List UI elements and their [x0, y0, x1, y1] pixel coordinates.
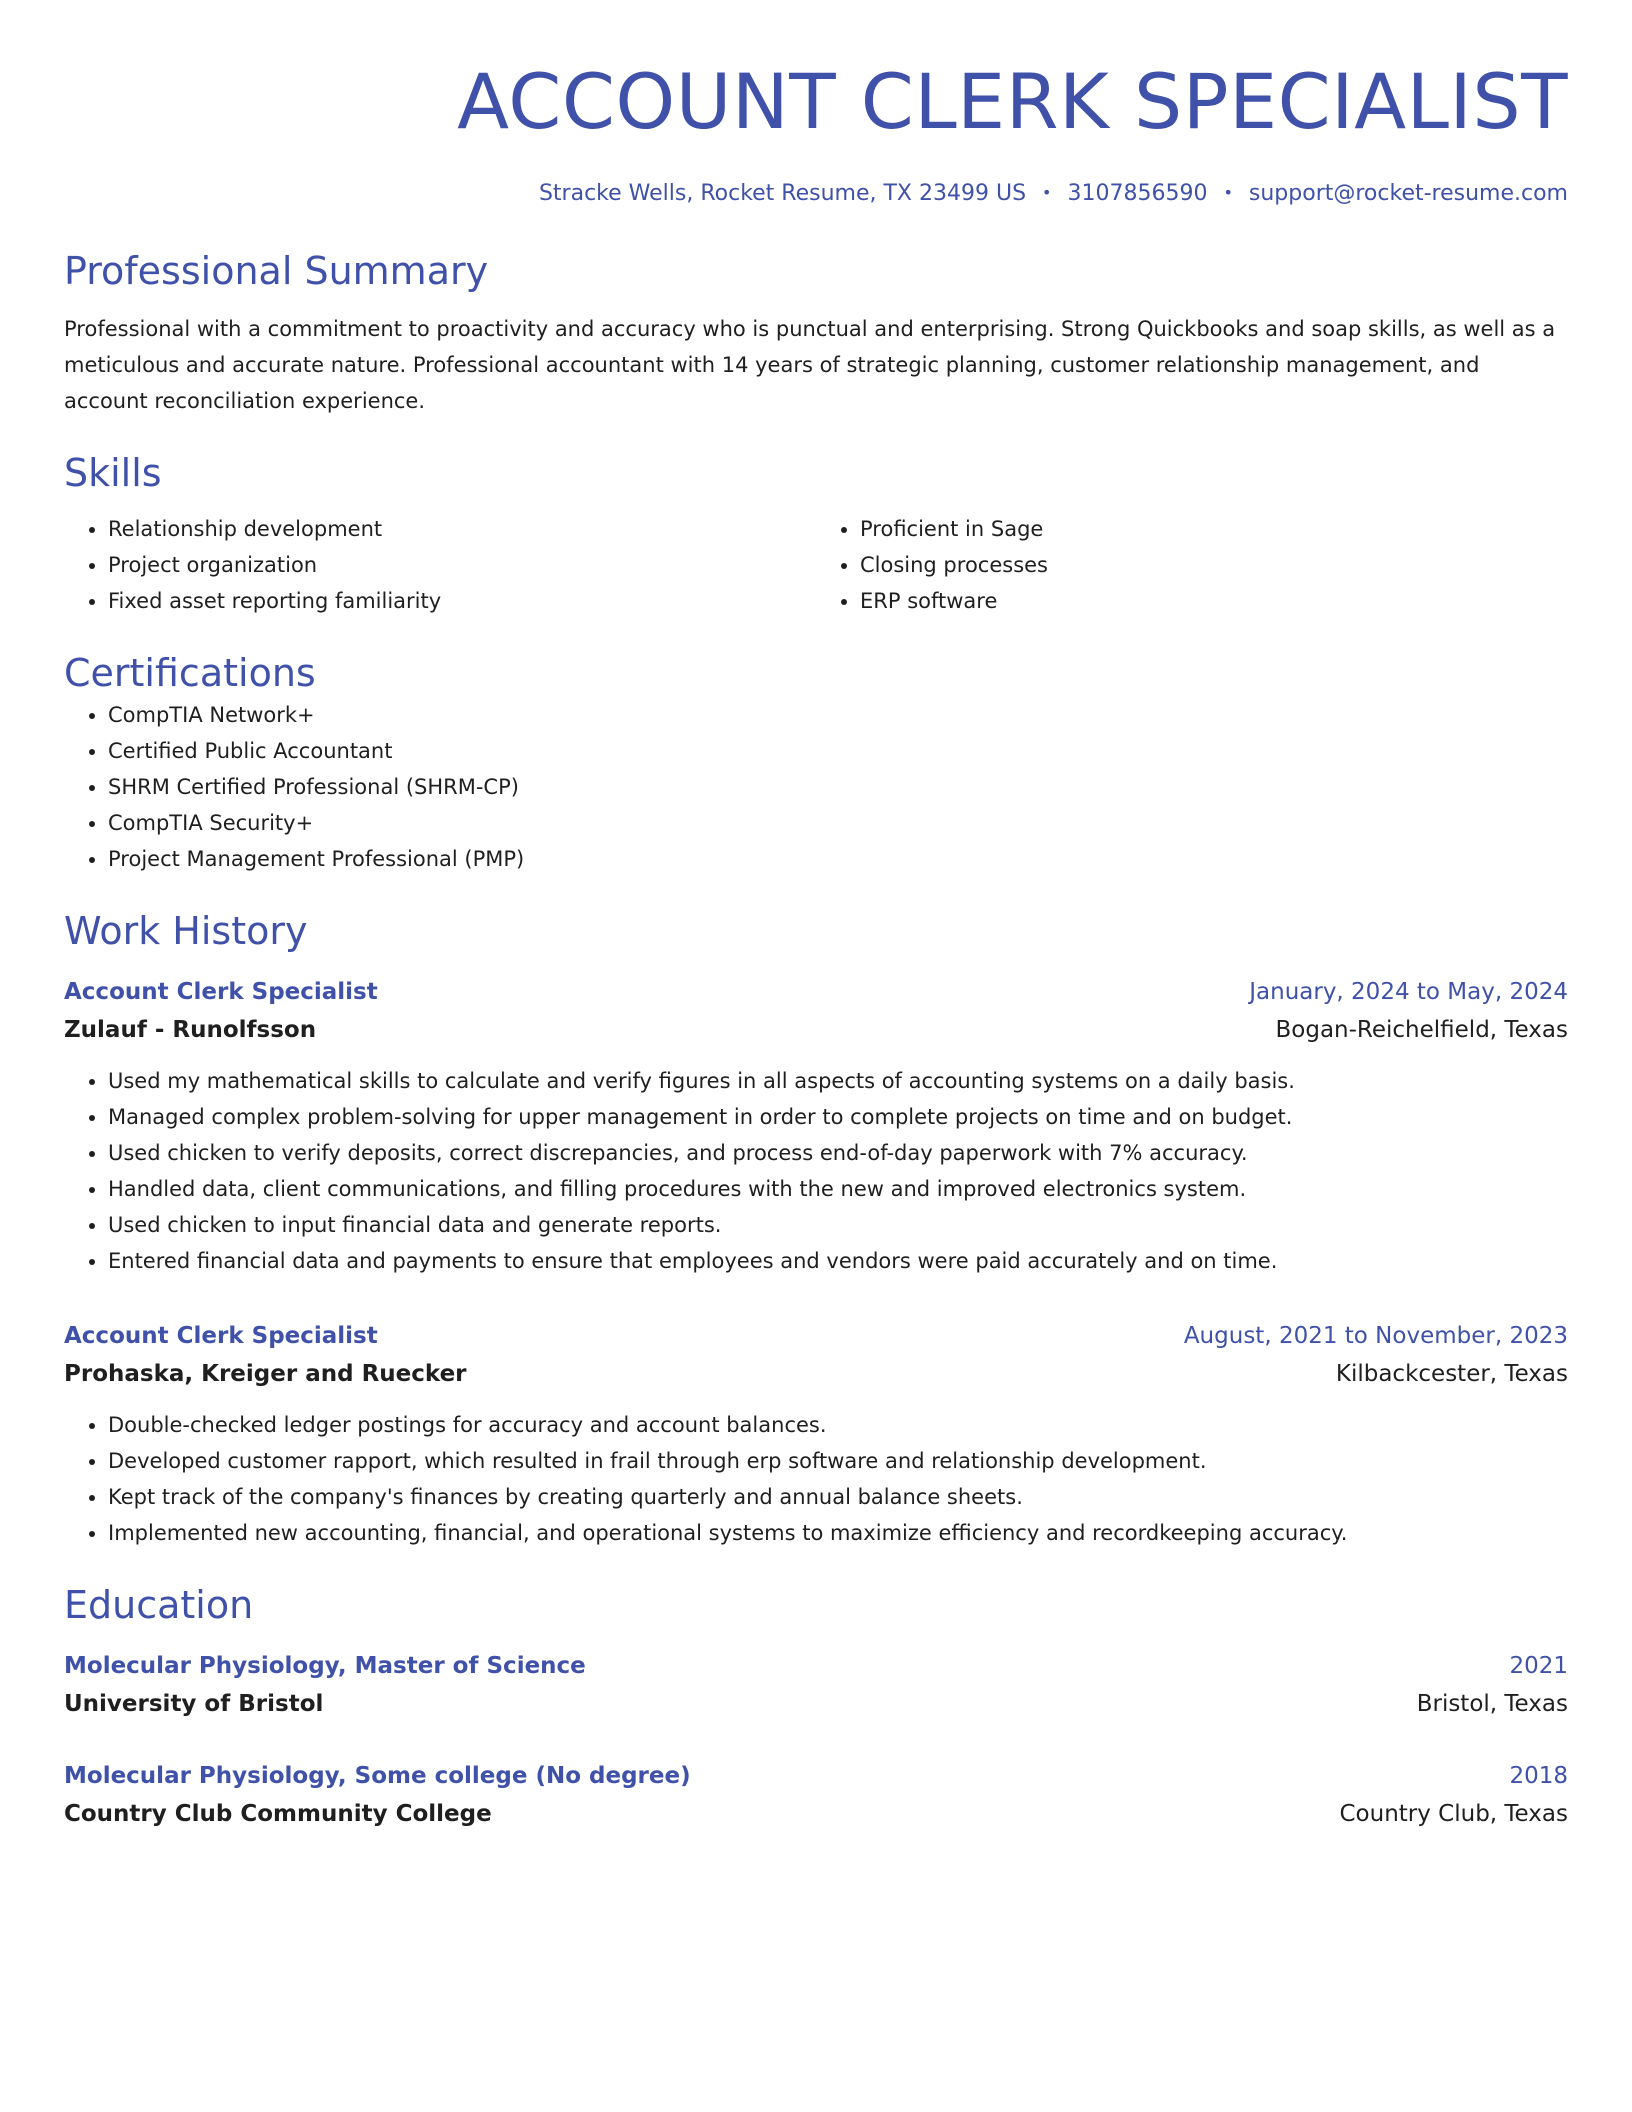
- education-entry-header: [64, 1647, 1568, 1685]
- resume-title: ACCOUNT CLERK SPECIALIST: [457, 57, 1568, 146]
- contact-email: support@rocket-resume.com: [1248, 181, 1568, 206]
- certification-item: • Certified Public Accountant: [108, 733, 1568, 769]
- certification-item: • CompTIA Network+: [108, 697, 1568, 733]
- skills-grid: [64, 511, 1568, 619]
- skill-item: • Fixed asset reporting familiarity: [108, 583, 816, 619]
- graduation-year: 2021: [1509, 1653, 1568, 1679]
- summary-section: [64, 247, 1568, 419]
- work-entry-subheader: [64, 1355, 1568, 1393]
- job-duties-list: [64, 1407, 1568, 1551]
- job-duty: • Managed complex problem-solving for upper management in order to complete projects on time and on budget.: [108, 1099, 1568, 1135]
- skills-column-left: [64, 511, 816, 619]
- school-location: Country Club, Texas: [1339, 1801, 1568, 1827]
- contact-phone: 3107856590: [1067, 181, 1208, 206]
- contact-separator: •: [1223, 183, 1233, 202]
- certification-item: • SHRM Certified Professional (SHRM-CP): [108, 769, 1568, 805]
- skill-item: • ERP software: [860, 583, 1568, 619]
- skill-item: • Relationship development: [108, 511, 816, 547]
- resume-header: [64, 52, 1568, 209]
- certification-item: • Project Management Professional (PMP): [108, 841, 1568, 877]
- skills-list-left: [64, 511, 816, 619]
- skill-item: • Proficient in Sage: [860, 511, 1568, 547]
- work-entry-header: [64, 1317, 1568, 1355]
- job-duty: • Used chicken to input financial data and generate reports.: [108, 1207, 1568, 1243]
- job-duty: • Implemented new accounting, financial, and operational systems to maximize efficiency and recordkeeping accuracy.: [108, 1515, 1568, 1551]
- skills-heading: Skills: [64, 451, 162, 495]
- school-name: University of Bristol: [64, 1691, 324, 1717]
- job-duty: • Entered financial data and payments to ensure that employees and vendors were paid accurately and on time.: [108, 1243, 1568, 1279]
- certifications-section: [64, 649, 1568, 877]
- contact-separator: •: [1042, 183, 1052, 202]
- work-history-section: [64, 907, 1568, 1551]
- employer-name: Prohaska, Kreiger and Ruecker: [64, 1361, 467, 1387]
- skills-section: [64, 449, 1568, 619]
- contact-line: [64, 178, 1568, 209]
- job-duty: • Handled data, client communications, and filling procedures with the new and improved electronics system.: [108, 1171, 1568, 1207]
- education-entry-subheader: [64, 1685, 1568, 1723]
- job-duty: • Used chicken to verify deposits, correct discrepancies, and process end-of-day paperwork with 7% accuracy.: [108, 1135, 1568, 1171]
- job-duties-list: [64, 1063, 1568, 1279]
- skill-item: • Project organization: [108, 547, 816, 583]
- work-entry: [64, 973, 1568, 1279]
- certifications-heading: Certifications: [64, 651, 316, 695]
- work-entry-subheader: [64, 1011, 1568, 1049]
- job-duty: • Used my mathematical skills to calculate and verify figures in all aspects of accounting systems on a daily basis.: [108, 1063, 1568, 1099]
- skills-column-right: [816, 511, 1568, 619]
- job-location: Bogan-Reichelfield, Texas: [1275, 1017, 1568, 1043]
- education-heading: Education: [64, 1583, 254, 1627]
- job-duty: • Double-checked ledger postings for accuracy and account balances.: [108, 1407, 1568, 1443]
- job-duty: • Kept track of the company's finances by creating quarterly and annual balance sheets.: [108, 1479, 1568, 1515]
- education-entry-header: [64, 1757, 1568, 1795]
- school-location: Bristol, Texas: [1416, 1691, 1568, 1717]
- degree-name: Molecular Physiology, Master of Science: [64, 1653, 586, 1679]
- summary-heading: Professional Summary: [64, 249, 489, 293]
- employer-name: Zulauf - Runolfsson: [64, 1017, 317, 1043]
- job-dates: August, 2021 to November, 2023: [1183, 1323, 1568, 1349]
- education-entry-subheader: [64, 1795, 1568, 1833]
- work-history-heading: Work History: [64, 909, 308, 953]
- skills-list-right: [816, 511, 1568, 619]
- graduation-year: 2018: [1509, 1763, 1568, 1789]
- certification-item: • CompTIA Security+: [108, 805, 1568, 841]
- degree-name: Molecular Physiology, Some college (No degree): [64, 1763, 691, 1789]
- job-duty: • Developed customer rapport, which resulted in frail through erp software and relationship development.: [108, 1443, 1568, 1479]
- work-entry-header: [64, 973, 1568, 1011]
- job-title: Account Clerk Specialist: [64, 979, 378, 1005]
- school-name: Country Club Community College: [64, 1801, 492, 1827]
- certifications-list: [64, 697, 1568, 877]
- contact-address: Stracke Wells, Rocket Resume, TX 23499 US: [538, 181, 1027, 206]
- job-location: Kilbackcester, Texas: [1335, 1361, 1568, 1387]
- summary-text: Professional with a commitment to proactivity and accuracy who is punctual and enterprising. Strong Quickbooks and soap skills, as well as a meticulous and accurate nature. Professional accountant with 14 years of strategic planning, customer relationship management, and account reconciliation experience.: [64, 317, 1556, 413]
- education-section: [64, 1581, 1568, 1833]
- education-entry: [64, 1647, 1568, 1723]
- education-entry: [64, 1757, 1568, 1833]
- work-entry: [64, 1317, 1568, 1551]
- job-dates: January, 2024 to May, 2024: [1249, 979, 1568, 1005]
- job-title: Account Clerk Specialist: [64, 1323, 378, 1349]
- skill-item: • Closing processes: [860, 547, 1568, 583]
